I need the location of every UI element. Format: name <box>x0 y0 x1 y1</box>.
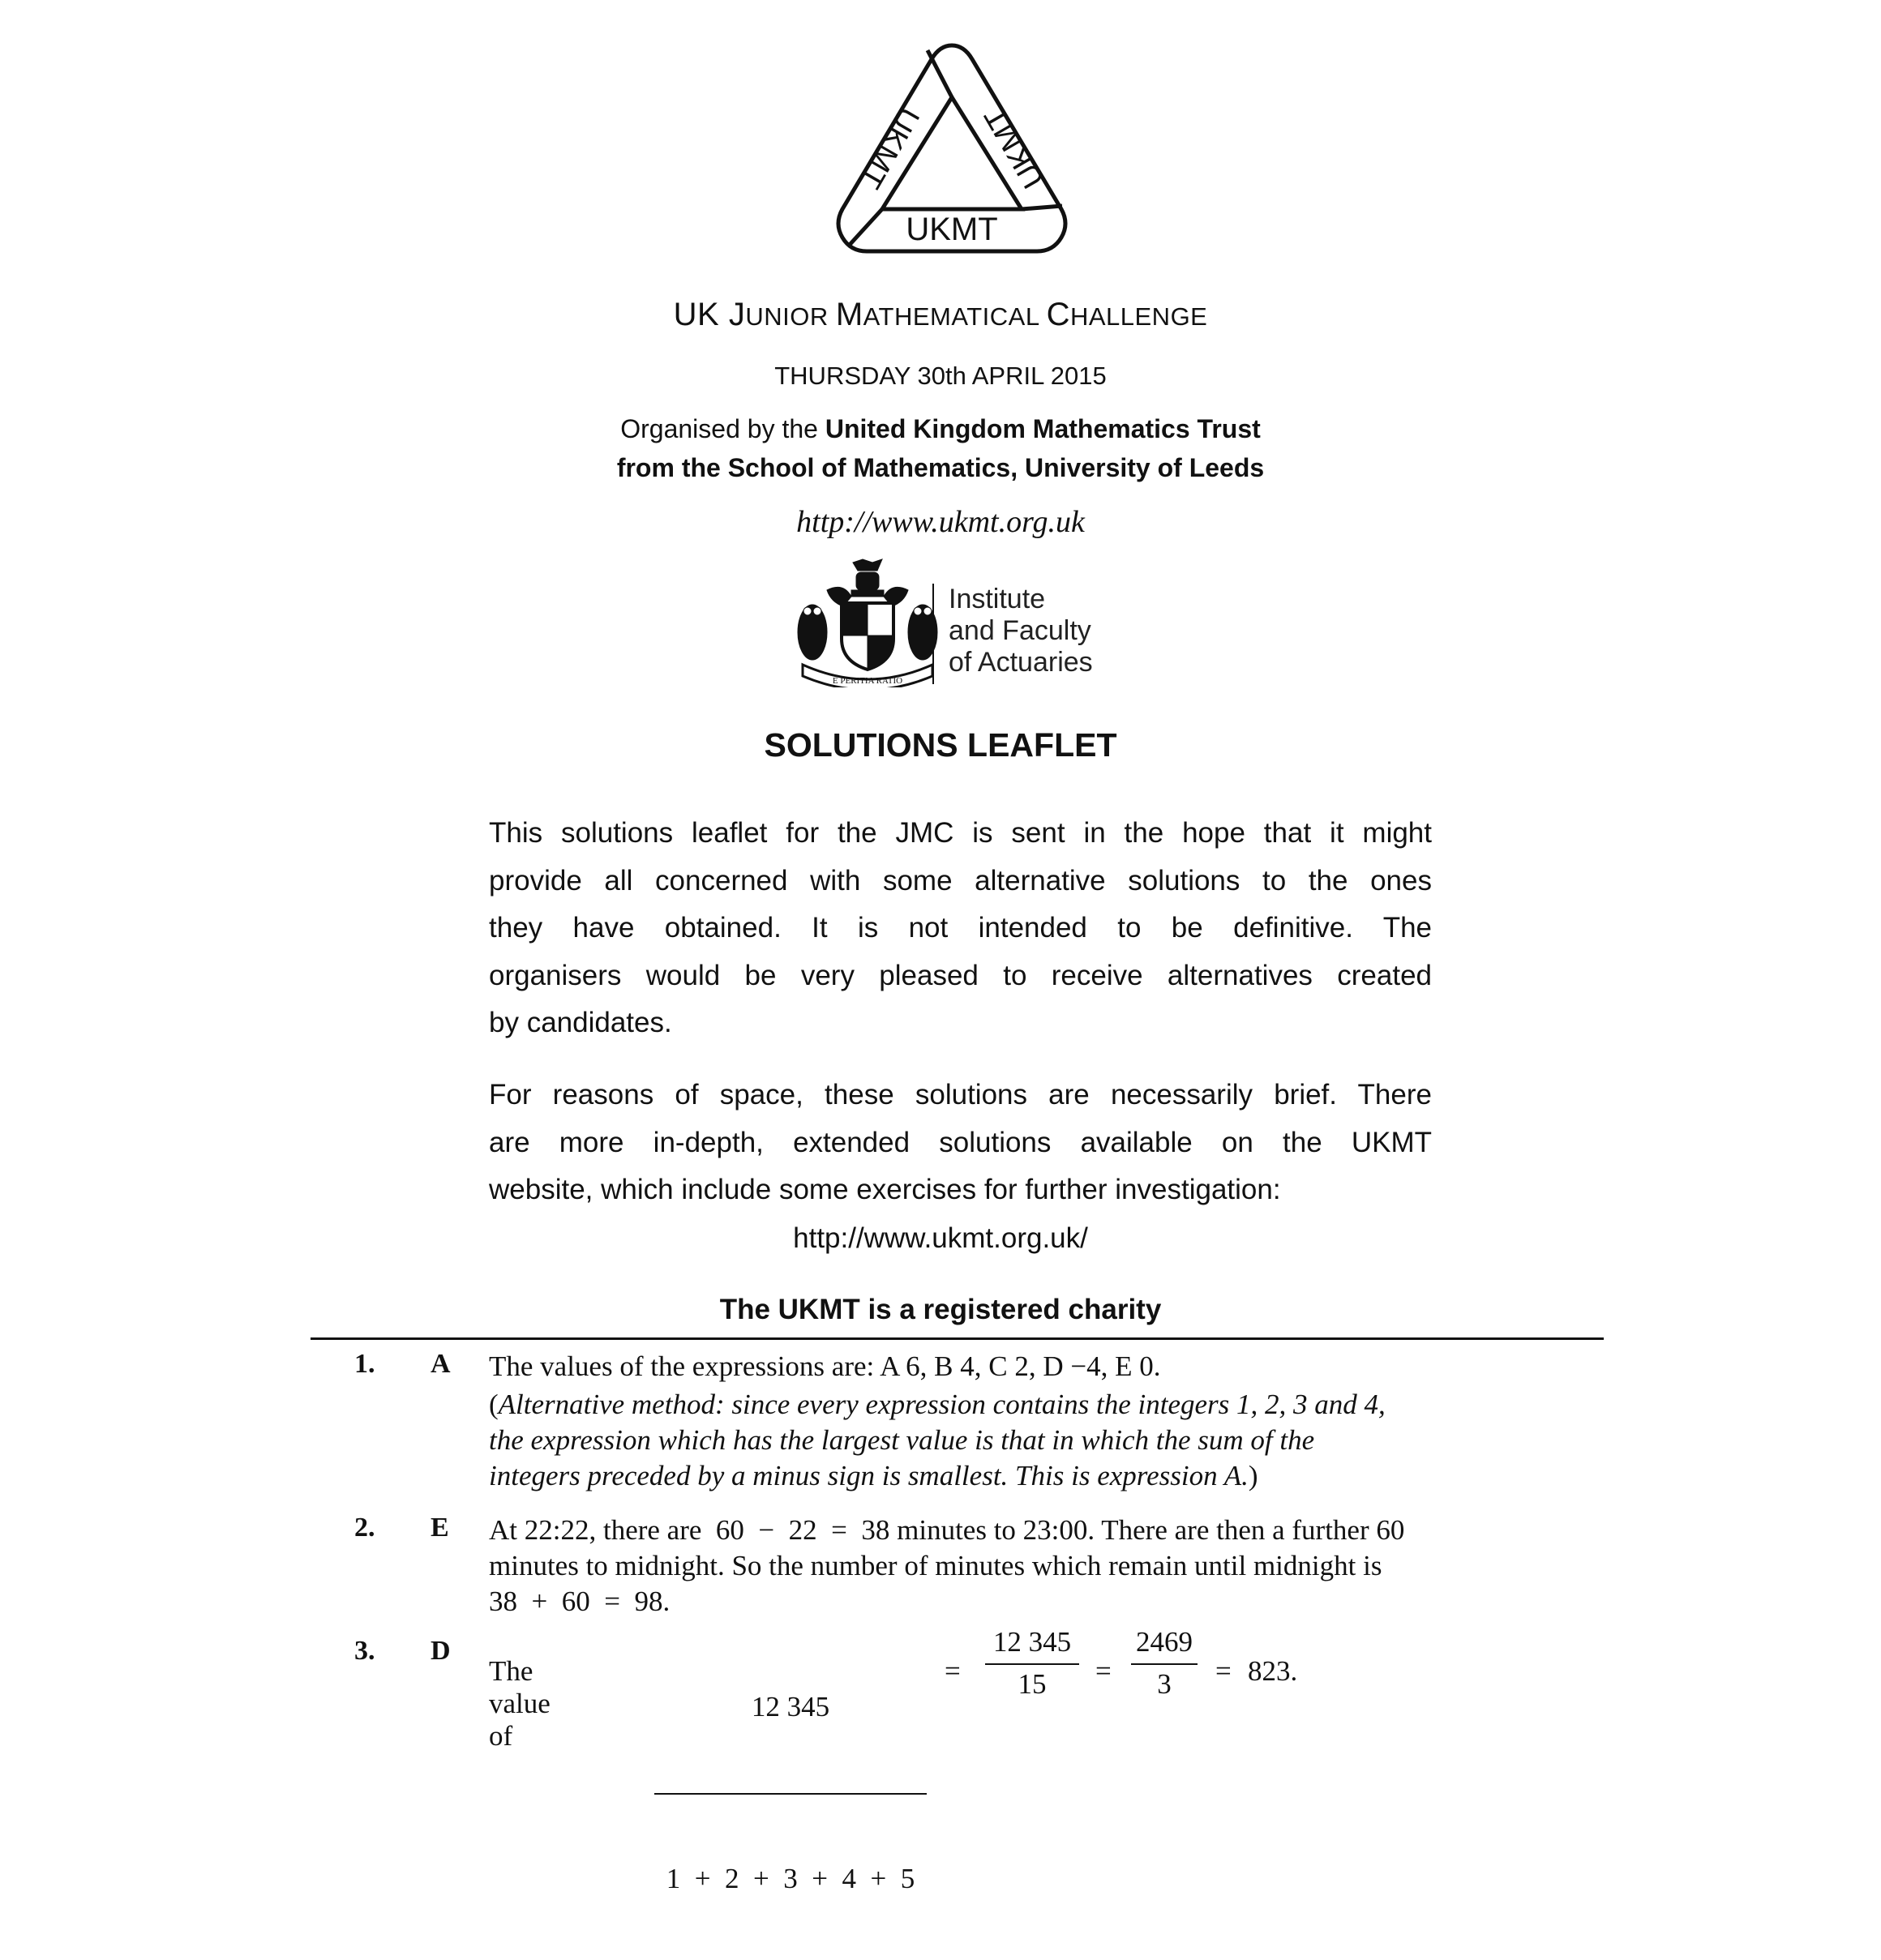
logo-text-right: UKMT <box>978 101 1052 195</box>
fraction-3: 2469 3 <box>1131 1626 1198 1701</box>
logo-text-left: UKMT <box>852 101 926 195</box>
section-divider <box>311 1337 1604 1340</box>
competition-title: UK JUNIOR MATHEMATICAL CHALLENGE <box>673 297 1208 332</box>
ifoa-crest-icon <box>795 558 941 687</box>
extended-solutions-link[interactable]: http://www.ukmt.org.uk/ <box>793 1222 1088 1254</box>
competition-date: THURSDAY 30th APRIL 2015 <box>774 362 1107 390</box>
crest-motto: E PERITIA RATIO <box>832 676 903 686</box>
logo-text-bottom: UKMT <box>906 212 998 247</box>
sponsor-name: Institute and Faculty of Actuaries <box>949 584 1093 678</box>
question-2-solution-line-3: 38 + 60 = 98. <box>489 1586 671 1617</box>
intro-paragraph-1: This solutions leaflet for the JMC is sent in the hope that it might provide all concerned with some alternative solutions to the ones they have obtained. It is not intended to be definitive. The organisers would be very pleased to receive alternatives created by candidates. <box>489 817 1432 1038</box>
charity-notice: The UKMT is a registered charity <box>719 1294 1162 1325</box>
page-title: SOLUTIONS LEAFLET <box>764 726 1117 764</box>
question-2-answer: E <box>431 1513 449 1543</box>
intro-paragraph-2: For reasons of space, these solutions are necessarily brief. There are more in-depth, extended solutions available on the UKMT website, which include some exercises for further investigation: <box>489 1079 1432 1205</box>
question-1-alt-line-3: integers preceded by a minus sign is smallest. This is expression A.) <box>489 1460 1258 1491</box>
question-1-answer: A <box>431 1349 451 1379</box>
question-2-solution-line-2: minutes to midnight. So the number of minutes which remain until midnight is <box>489 1550 1382 1581</box>
fraction-1: 12 345 1 + 2 + 3 + 4 + 5 <box>654 1626 927 1960</box>
sponsor-divider <box>932 584 934 684</box>
ukmt-logo <box>830 39 1073 266</box>
question-1-solution: The values of the expressions are: A 6, B 4, C 2, D −4, E 0. <box>489 1350 1161 1382</box>
question-2-number: 2. <box>354 1513 375 1543</box>
question-2-solution-line-1: At 22:22, there are 60 − 22 = 38 minutes to 23:00. There are then a further 60 <box>489 1514 1405 1546</box>
organiser-line-1: Organised by the United Kingdom Mathematics Trust <box>620 414 1261 443</box>
question-1-alt-line-1: (Alternative method: since every expression contains the integers 1, 2, 3 and 4, <box>489 1389 1386 1420</box>
question-3-number: 3. <box>354 1636 375 1666</box>
question-3-answer: D <box>431 1636 451 1666</box>
question-1-number: 1. <box>354 1349 375 1379</box>
organiser-line-2: from the School of Mathematics, University of Leeds <box>616 453 1265 482</box>
website-link[interactable]: http://www.ukmt.org.uk <box>796 505 1085 539</box>
question-1-alt-line-2: the expression which has the largest value is that in which the sum of the <box>489 1424 1315 1456</box>
fraction-2: 12 345 15 <box>985 1626 1079 1701</box>
